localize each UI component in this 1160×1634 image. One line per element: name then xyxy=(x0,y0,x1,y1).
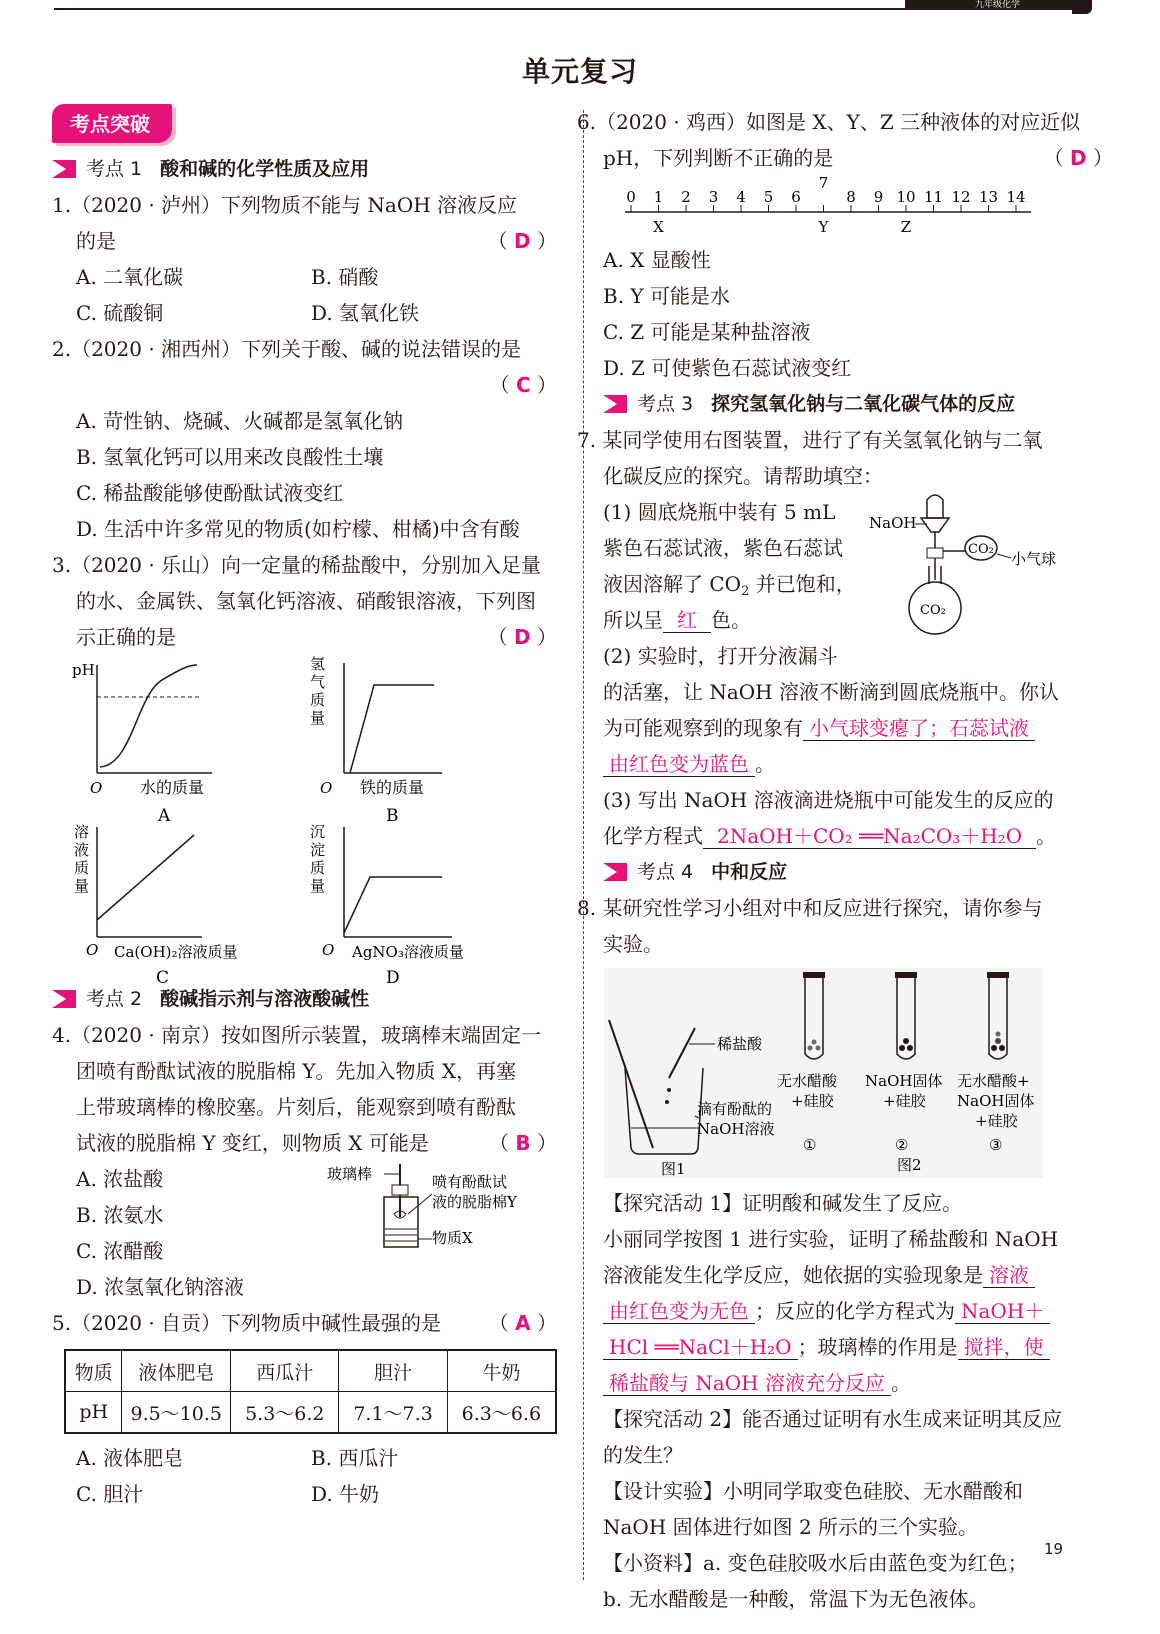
q1-options: C. 硫酸铜 D. 氢氧化铁 xyxy=(76,301,420,325)
svg-text:CO₂: CO₂ xyxy=(968,542,994,557)
svg-text:O: O xyxy=(320,779,333,797)
q8-text: 溶液能发生化学反应，她依据的实验现象是 溶液 xyxy=(603,1257,1113,1293)
ph-tick-label: 6 xyxy=(791,188,801,206)
svg-text:滴有酚酞的: 滴有酚酞的 xyxy=(697,1100,773,1118)
q8-text: 稀盐酸与 NaOH 溶液充分反应 。 xyxy=(603,1365,1113,1401)
q8-stem: 实验。 xyxy=(603,932,663,956)
svg-text:+硅胶: +硅胶 xyxy=(975,1112,1018,1130)
svg-text:图2: 图2 xyxy=(897,1156,922,1174)
q8-text: 【小资料】a. 变色硅胶吸水后由蓝色变为红色； xyxy=(603,1551,1028,1575)
q3-answer: D xyxy=(514,625,531,649)
q6-answer: D xyxy=(1070,146,1087,170)
q1-answer: D xyxy=(514,229,531,253)
ph-tick-label: 8 xyxy=(846,188,856,206)
q8-blank-equation: NaOH＋ xyxy=(955,1299,1050,1324)
ph-tick-label: 13 xyxy=(978,188,999,206)
q6-option: D. Z 可使紫色石蕊试液变红 xyxy=(603,356,852,380)
ph-tick-label: 5 xyxy=(763,188,774,206)
q1-options: A. 二氧化碳 B. 硝酸 xyxy=(76,265,379,289)
q7-blank-phenomenon: 小气球变瘪了；石蕊试液 xyxy=(803,716,1035,741)
graph-d-xlabel: AgNO₃溶液质量 xyxy=(352,943,464,961)
graph-a-ylabel: pH xyxy=(72,661,95,679)
ph-tick-label: 4 xyxy=(736,188,746,206)
q8-text: HCl ══NaCl＋H₂O ；玻璃棒的作用是 搅拌，使 xyxy=(603,1329,1113,1365)
q5-answer: A xyxy=(515,1311,531,1335)
q7-stem: 7. 某同学使用右图装置，进行了有关氢氧化钠与二氧 xyxy=(577,428,1043,452)
graph-c-ylabel: 溶液质量 xyxy=(74,823,90,895)
ph-tick-label: 0 xyxy=(626,188,636,206)
ph-tick-label: 7 xyxy=(818,174,829,192)
triangle-icon xyxy=(603,863,627,881)
graph-b xyxy=(310,655,442,826)
table-row: 物质 液体肥皂 西瓜汁 胆汁 牛奶 xyxy=(65,1350,556,1392)
q7-apparatus xyxy=(865,488,1085,638)
q4-option: A. 浓盐酸 xyxy=(76,1167,164,1191)
q8-stem: 8. 某研究性学习小组对中和反应进行探究，请你参与 xyxy=(577,896,1043,920)
q2-answer-line: （ C ） xyxy=(489,373,557,397)
right-column: 6.（2020 · 鸡西）如图是 X、Y、Z 三种液体的对应近似 pH，下列判断不正确的是 （ D ） 0 1 2 3 4 5 6 7 8 9 10 11 12 13 14 X Y Z A. X 显酸性 B. Y 可能是水 C. Z 可能是某种盐溶液 D. Z 可使紫色石蕊试液变红 考点 3 探究氢氧化钠与二氧化碳气体的反应 7. 某同学使用右图装置，进行了有关氢氧化钠与二氧 化碳反应的探究。请帮助填空： (1) 圆底烧瓶中装有 5 mL 紫色石蕊试液，紫色石蕊试 液因溶解了 $CO_2$ 并已饱和， 所以呈 红 色。 (2) 实验时，打开分液漏斗 NaOH CO₂ 小气球 CO₂ 的活塞，让 NaOH 溶液不断滴到圆底烧瓶中。你认 为可能观察到的现象有 小气球变瘪了；石蕊试液 由红色变为蓝色 。 (3) 写出 NaOH 溶液滴进烧瓶中可能发生的反应的 化学方程式 2NaOH＋CO₂ ══Na₂CO₃＋H₂O 。 考点 4 中和反应 8. 某研究性学习小组对中和反应进行探究，请你参与 实验。 稀盐酸 滴有酚酞的 NaOH溶液 图1 无水醋酸 +硅胶 ① NaOH固体 +硅胶 ② 图2 无水醋酸+ NaOH固体 +硅胶 ③ 【探究活动 1】证明酸和碱发生了反应。 小丽同学按图 1 进行实验，证明了稀盐酸和 NaOH 溶液能发生化学反应，她依据的实验现象是 溶液 由红色变为无色 ；反应的化学方程式为 NaOH＋ HCl ══NaCl＋H₂O ；玻璃棒的作用是 搅拌，使 稀盐酸与 NaOH 溶液充分反应 。 【探究活动 2】能否通过证明有水生成来证明其反应 的发生？ 【设计实验】小明同学取变色硅胶、无水醋酸和 NaOH 固体进行如图 2 所示的三个实验。 【小资料】a. 变色硅胶吸水后由蓝色变为红色； b. 无水醋酸是一种酸，常温下为无色液体。 xyxy=(603,104,1113,1617)
q8-text: 【探究活动 2】能否通过证明有水生成来证明其反应 xyxy=(603,1407,1063,1431)
left-column xyxy=(52,104,557,1512)
q7-blank-phenomenon: 由红色变为蓝色 xyxy=(603,752,755,777)
svg-text:+硅胶: +硅胶 xyxy=(883,1092,926,1110)
svg-text:O: O xyxy=(90,779,103,797)
q6-option: B. Y 可能是水 xyxy=(603,284,730,308)
q7-stem: 化碳反应的探究。请帮助填空： xyxy=(603,464,883,488)
graph-d-letter: D xyxy=(386,968,400,988)
svg-text:图1: 图1 xyxy=(661,1160,686,1178)
q6-option: A. X 显酸性 xyxy=(603,248,711,272)
svg-text:CO₂: CO₂ xyxy=(920,603,946,618)
q8-figures xyxy=(603,968,1093,1183)
q1-stem: 1.（2020 · 泸州）下列物质不能与 NaOH 溶液反应 xyxy=(52,193,518,217)
header-corner xyxy=(1072,0,1092,14)
q4-option: B. 浓氨水 xyxy=(76,1203,164,1227)
q8-text: 【探究活动 1】证明酸和碱发生了反应。 xyxy=(603,1191,963,1215)
kaodian-4-heading: 考点 4 中和反应 xyxy=(603,854,1113,890)
kaodian-3-heading: 考点 3 探究氢氧化钠与二氧化碳气体的反应 xyxy=(603,386,1113,422)
graph-c-xlabel: Ca(OH)₂溶液质量 xyxy=(114,943,238,961)
q7-blank-equation: 2NaOH＋CO₂ ══Na₂CO₃＋H₂O xyxy=(703,824,1036,849)
q4-stem: 上带玻璃棒的橡胶塞。片刻后，能观察到喷有酚酞 xyxy=(76,1095,516,1119)
q4-stem: 试液的脱脂棉 Y 变红，则物质 X 可能是 （ B ） xyxy=(76,1131,557,1155)
graph-b-xlabel: 铁的质量 xyxy=(360,778,425,797)
svg-text:无水醋酸+: 无水醋酸+ xyxy=(957,1072,1030,1090)
q8-blank-phenomenon: 溶液 xyxy=(983,1263,1035,1288)
graph-c xyxy=(74,823,238,988)
graph-b-letter: B xyxy=(386,806,399,826)
ph-marker-y: Y xyxy=(818,218,829,236)
graph-b-ylabel: 氢气质量 xyxy=(310,655,326,727)
svg-text:稀盐酸: 稀盐酸 xyxy=(717,1035,763,1053)
q8-blank-rod-use: 搅拌，使 xyxy=(958,1335,1050,1360)
graph-d-ylabel: 沉淀质量 xyxy=(310,823,326,895)
svg-text:O: O xyxy=(322,941,335,959)
q4-stem: 4.（2020 · 南京）按如图所示装置，玻璃棒末端固定一 xyxy=(52,1023,542,1047)
graph-d xyxy=(310,823,464,988)
svg-text:+硅胶: +硅胶 xyxy=(791,1092,834,1110)
q2-option: B. 氢氧化钙可以用来改良酸性土壤 xyxy=(76,445,384,469)
ph-tick-label: 14 xyxy=(1006,188,1026,206)
graph-a-xlabel: 水的质量 xyxy=(140,778,205,797)
rod-label: 玻璃棒 xyxy=(327,1165,373,1183)
q4-answer: B xyxy=(515,1131,531,1155)
ph-tick-label: 9 xyxy=(873,188,884,206)
balloon-label: 小气球 xyxy=(1011,550,1057,568)
q7-stem: 的活塞，让 NaOH 溶液不断滴到圆底烧瓶中。你认 xyxy=(603,680,1059,704)
ph-tick-label: 3 xyxy=(708,188,719,206)
q3-stem: 示正确的是 （ D ） xyxy=(76,625,557,649)
graph-a-letter: A xyxy=(158,806,171,826)
ph-table xyxy=(64,1349,557,1434)
q7-part1: (1) 圆底烧瓶中装有 5 mL 紫色石蕊试液，紫色石蕊试 液因溶解了 $CO_2$ 并已饱和， 所以呈 红 色。 (2) 实验时，打开分液漏斗 NaOH CO₂ 小气球 CO₂ xyxy=(603,494,1113,674)
q3-graphs xyxy=(52,655,557,988)
header-rule xyxy=(54,8,1054,10)
svg-text:O: O xyxy=(86,941,99,959)
ph-tick-label: 10 xyxy=(896,188,916,206)
triangle-icon xyxy=(52,160,76,178)
q2-option: D. 生活中许多常见的物质(如柠檬、柑橘)中含有酸 xyxy=(76,517,520,541)
q8-text: 的发生？ xyxy=(603,1443,683,1467)
triangle-icon xyxy=(603,395,627,413)
q6-stem: 6.（2020 · 鸡西）如图是 X、Y、Z 三种液体的对应近似 xyxy=(577,110,1081,134)
svg-text:无水醋酸: 无水醋酸 xyxy=(777,1072,838,1090)
q2-option: C. 稀盐酸能够使酚酞试液变红 xyxy=(76,481,344,505)
page-title: 单元复习 xyxy=(521,55,638,88)
q8-text: 小丽同学按图 1 进行实验，证明了稀盐酸和 NaOH xyxy=(603,1227,1059,1251)
q8-text: 由红色变为无色 ；反应的化学方程式为 NaOH＋ xyxy=(603,1293,1113,1329)
q2-option: A. 苛性钠、烧碱、火碱都是氢氧化钠 xyxy=(76,409,404,433)
svg-text:液的脱脂棉Y: 液的脱脂棉Y xyxy=(432,1193,517,1211)
q3-stem: 的水、金属铁、氢氧化钙溶液、硝酸银溶液，下列图 xyxy=(76,589,536,613)
svg-text:NaOH固体: NaOH固体 xyxy=(865,1072,943,1090)
column-divider xyxy=(583,110,584,1580)
triangle-icon xyxy=(52,990,76,1008)
q4-body xyxy=(52,1161,557,1305)
ph-tick-label: 2 xyxy=(681,188,691,206)
q7-blank-color: 红 xyxy=(663,608,711,633)
graph-c-letter: C xyxy=(156,968,170,988)
ph-marker-x: X xyxy=(653,218,664,236)
q8-text: b. 无水醋酸是一种酸，常温下为无色液体。 xyxy=(603,1587,989,1611)
svg-text:②: ② xyxy=(895,1136,909,1154)
ph-tick-label: 11 xyxy=(923,188,944,206)
q5-stem: 5.（2020 · 自贡）下列物质中碱性最强的是 （ A ） xyxy=(52,1311,557,1335)
svg-text:物质X: 物质X xyxy=(432,1229,473,1247)
q5-options: A. 液体肥皂 B. 西瓜汁 xyxy=(76,1446,399,1470)
q5-options: C. 胆汁 D. 牛奶 xyxy=(76,1482,380,1506)
kaodian-2-heading: 考点 2 酸碱指示剂与溶液酸碱性 xyxy=(52,981,557,1017)
kaodian-1-heading: 考点 1 酸和碱的化学性质及应用 xyxy=(52,151,557,187)
q8-text: NaOH 固体进行如图 2 所示的三个实验。 xyxy=(603,1515,979,1539)
q1-stem: 的是 （ D ） xyxy=(76,229,557,253)
q4-stem: 团喷有酚酞试液的脱脂棉 Y。先加入物质 X，再塞 xyxy=(76,1059,517,1083)
q4-option: C. 浓醋酸 xyxy=(76,1239,164,1263)
ph-tick-label: 1 xyxy=(653,188,664,206)
svg-text:③: ③ xyxy=(989,1136,1003,1154)
ph-marker-z: Z xyxy=(900,218,912,236)
q6-option: C. Z 可能是某种盐溶液 xyxy=(603,320,811,344)
svg-text:NaOH固体: NaOH固体 xyxy=(957,1092,1035,1110)
ph-tick-label: 12 xyxy=(951,188,971,206)
q4-option: D. 浓氢氧化钠溶液 xyxy=(76,1275,245,1299)
svg-text:NaOH溶液: NaOH溶液 xyxy=(697,1120,775,1138)
q2-answer: C xyxy=(515,373,531,397)
section-badge: 考点突破 xyxy=(52,104,172,143)
page-number: 19 xyxy=(1044,1540,1064,1558)
q8-text: 【设计实验】小明同学取变色硅胶、无水醋酸和 xyxy=(603,1479,1023,1503)
svg-text:喷有酚酞试: 喷有酚酞试 xyxy=(432,1173,508,1191)
graph-a xyxy=(72,661,212,826)
q6-stem: pH，下列判断不正确的是 （ D ） xyxy=(603,146,1113,170)
ph-scale xyxy=(613,176,1083,242)
table-row: pH 9.5～10.5 5.3～6.2 7.1～7.3 6.3～6.6 xyxy=(65,1392,556,1434)
q2-stem: 2.（2020 · 湘西州）下列关于酸、碱的说法错误的是 xyxy=(52,337,522,361)
header-tag: 九年级化学 xyxy=(905,0,1090,10)
naoh-label: NaOH xyxy=(869,514,917,532)
svg-text:①: ① xyxy=(803,1136,817,1154)
q3-stem: 3.（2020 · 乐山）向一定量的稀盐酸中，分别加入足量 xyxy=(52,553,542,577)
q4-apparatus xyxy=(322,1159,562,1259)
